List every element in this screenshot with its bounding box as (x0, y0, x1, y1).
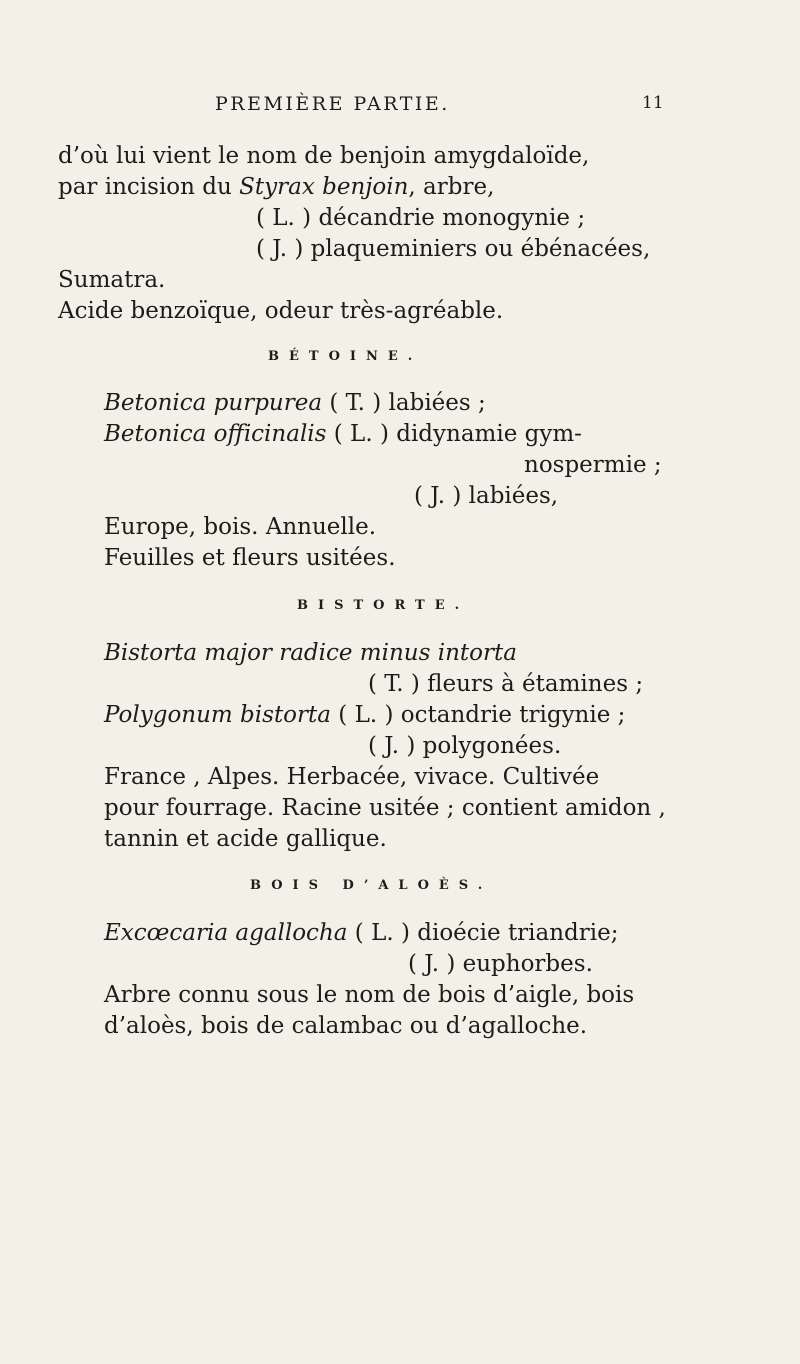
text-line: ( J. ) labiées, (414, 483, 559, 509)
text-line: Acide benzoïque, odeur très-agréable. (58, 298, 504, 324)
text-line: Sumatra. (58, 267, 166, 293)
text-line (104, 638, 517, 668)
text-line (104, 700, 625, 730)
text-line: ( L. ) décandrie monogynie ; (256, 205, 586, 231)
text-line: nospermie ; (524, 452, 662, 478)
section-heading: BOIS D’ALOÈS. (250, 878, 493, 893)
text-fragment: ( L. ) octandrie trigynie ; (330, 702, 626, 728)
text-line (58, 172, 494, 202)
text-line (104, 918, 619, 948)
latin-name: Styrax benjoin (239, 174, 409, 200)
text-fragment: par incision du (58, 174, 240, 200)
text-line: ( J. ) plaqueminiers ou ébénacées, (256, 236, 651, 262)
text-line: Arbre connu sous le nom de bois d’aigle, bois (104, 982, 635, 1008)
latin-name: Betonica officinalis (104, 421, 327, 447)
latin-name: Excœcaria agallocha (104, 920, 348, 946)
text-line (104, 388, 486, 418)
latin-name: Polygonum bistorta (104, 702, 331, 728)
section-heading: BÉTOINE. (268, 349, 423, 364)
text-line: ( J. ) polygonées. (368, 733, 562, 759)
text-line: ( J. ) euphorbes. (408, 951, 593, 977)
text-fragment: ( L. ) didynamie gym- (326, 421, 582, 447)
section-heading: BISTORTE. (297, 598, 470, 613)
text-line: Feuilles et fleurs usitées. (104, 545, 396, 571)
text-fragment: ( L. ) dioécie triandrie; (347, 920, 619, 946)
text-line: ( T. ) fleurs à étamines ; (368, 671, 644, 697)
text-line: d’aloès, bois de calambac ou d’agalloche. (104, 1013, 588, 1039)
latin-name: Bistorta major radice minus intorta (104, 640, 517, 666)
text-line: pour fourrage. Racine usitée ; contient amidon , (104, 795, 666, 821)
text-line: d’où lui vient le nom de benjoin amygdaloïde, (58, 143, 590, 169)
running-title: PREMIÈRE PARTIE. (215, 93, 450, 115)
text-line: Europe, bois. Annuelle. (104, 514, 377, 540)
text-line (104, 419, 582, 449)
page-header (0, 93, 800, 125)
text-line: tannin et acide gallique. (104, 826, 387, 852)
text-line: France , Alpes. Herbacée, vivace. Cultivée (104, 764, 600, 790)
text-fragment: ( T. ) labiées ; (322, 390, 486, 416)
page-number: 11 (642, 93, 664, 113)
latin-name: Betonica purpurea (104, 390, 323, 416)
text-fragment: , arbre, (408, 174, 495, 200)
